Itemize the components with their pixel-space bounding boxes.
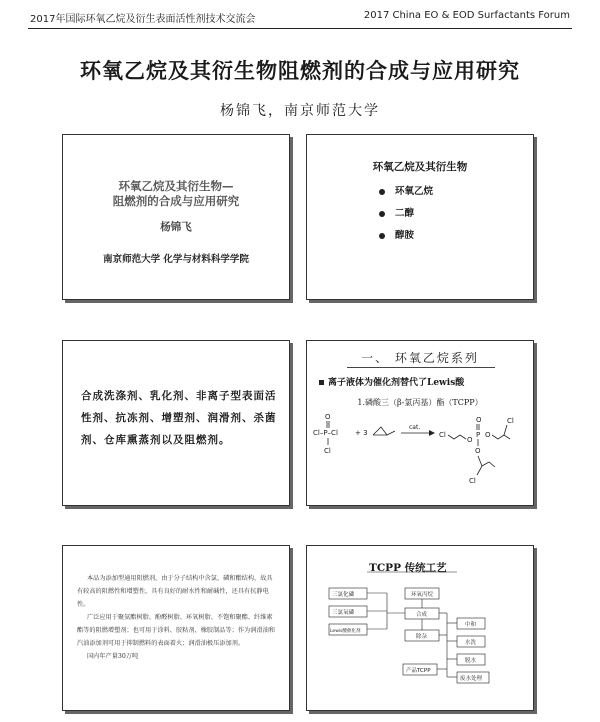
slide-title <box>62 134 290 300</box>
list-item <box>379 203 433 225</box>
flow-box-label: 三氯氧磷 <box>332 610 355 616</box>
product-cl1: Cl <box>439 431 446 439</box>
bullet-dot-icon <box>379 233 385 239</box>
slide2-list <box>379 181 433 247</box>
slide1-title-line2: 阻燃剂的合成与应用研究 <box>112 194 240 208</box>
slide4-title: 一、 环氧乙烷系列 <box>361 351 479 365</box>
process-flow-diagram <box>307 546 533 710</box>
slide-applications <box>62 340 290 506</box>
bullet-square-icon <box>319 380 324 385</box>
slide5-paragraph: 国内年产量30万吨 <box>87 653 139 660</box>
slide4-bullet-text: 离子液体为催化剂替代了Lewis酸 <box>328 378 465 388</box>
header-conference-cn: 2017年国际环氧乙烷及衍生表面活性剂技术交流会 <box>30 14 256 25</box>
slide4-bullet <box>319 375 464 388</box>
list-item <box>379 225 433 247</box>
product-cl3: Cl <box>469 477 476 485</box>
product-o-right: O <box>485 431 491 439</box>
list-item <box>379 181 433 203</box>
flow-box-label: 环氧丙烷 <box>411 592 434 598</box>
slide1-presenter: 杨锦飞 <box>160 221 192 233</box>
slide-derivatives <box>306 134 534 300</box>
product-p: P <box>476 431 481 439</box>
slide5-paragraph: 广泛应用于聚氨酯树脂、酚醛树脂、环氧树脂、不饱和聚酯、纤维素酯等的阻燃增塑剂；也可用于涂料、胶粘剂、橡胶制品等；作为润滑油和汽油添加剂可用于抑制燃料的表面着火；润滑油极压添加剂。 <box>77 614 275 647</box>
flow-box-label: 中和 <box>465 622 477 628</box>
slide3-text: 合成洗涤剂、乳化剂、非离子型表面活性剂、抗冻剂、增塑剂、润滑剂、杀菌剂、仓库熏蒸剂以及阻燃剂。 <box>81 390 277 446</box>
slide5-text <box>77 572 277 663</box>
header-divider <box>28 28 572 29</box>
tcpp-reaction-scheme <box>311 411 529 501</box>
flow-box-label: 产品TCPP <box>406 668 431 674</box>
reactant-cl-label: Cl <box>324 447 331 455</box>
product-o-top: O <box>476 416 482 424</box>
header-conference-en: 2017 China EO & EOD Surfactants Forum <box>363 10 570 21</box>
list-item-label: 环氧乙烷 <box>395 186 434 197</box>
flow-box-label: 三氯化磷 <box>332 592 355 598</box>
flow-box-label: Lewis酸催化剂 <box>330 629 361 634</box>
bullet-dot-icon <box>379 211 385 217</box>
reactant-pocl3: Cl–P–Cl <box>313 429 338 437</box>
slide1-title <box>63 179 289 209</box>
paper-author: 杨锦飞，南京师范大学 <box>220 103 380 119</box>
flow-box-label: 脱水 <box>465 658 477 664</box>
reaction-plus: + 3 <box>355 429 368 437</box>
slide4-title-underline <box>347 367 495 368</box>
slide2-title: 环氧乙烷及其衍生物 <box>372 161 468 173</box>
list-item-label: 醇胺 <box>395 230 415 241</box>
flow-box-label: 除杂 <box>416 634 428 640</box>
product-cl2: Cl <box>507 417 514 425</box>
slide4-subtitle: 1.磷酸三（β-氯丙基）酯（TCPP） <box>357 398 483 407</box>
list-item-label: 二醇 <box>395 208 415 219</box>
slide-eo-series <box>306 340 534 506</box>
flow-box-label: 废水处理 <box>460 676 483 682</box>
product-o-left: O <box>467 436 473 444</box>
slide6-title: TCPP 传统工艺 <box>369 562 447 574</box>
slide-tcpp-process <box>306 545 534 711</box>
slide-tcpp-description <box>62 545 290 711</box>
slide5-paragraph: 本品为添加型通用阻燃剂，由于分子结构中含氯、磷和酯结构，故具有较高的阻燃性和增塑性，具有良好的耐水性和耐碱性，还具有抗静电性。 <box>77 575 273 608</box>
reactant-o-label: O <box>325 413 331 421</box>
reaction-catalyst: cat. <box>409 424 421 431</box>
epoxide-structure <box>373 427 395 435</box>
slide1-title-line1: 环氧乙烷及其衍生物— <box>118 179 234 193</box>
product-o-bottom: O <box>475 447 481 455</box>
flow-box-label: 水洗 <box>465 640 477 646</box>
flow-box-label: 合成 <box>416 612 428 618</box>
paper-title: 环氧乙烷及其衍生物阻燃剂的合成与应用研究 <box>80 59 520 83</box>
bullet-dot-icon <box>379 189 385 195</box>
slide1-affiliation: 南京师范大学 化学与材料科学学院 <box>103 254 249 265</box>
